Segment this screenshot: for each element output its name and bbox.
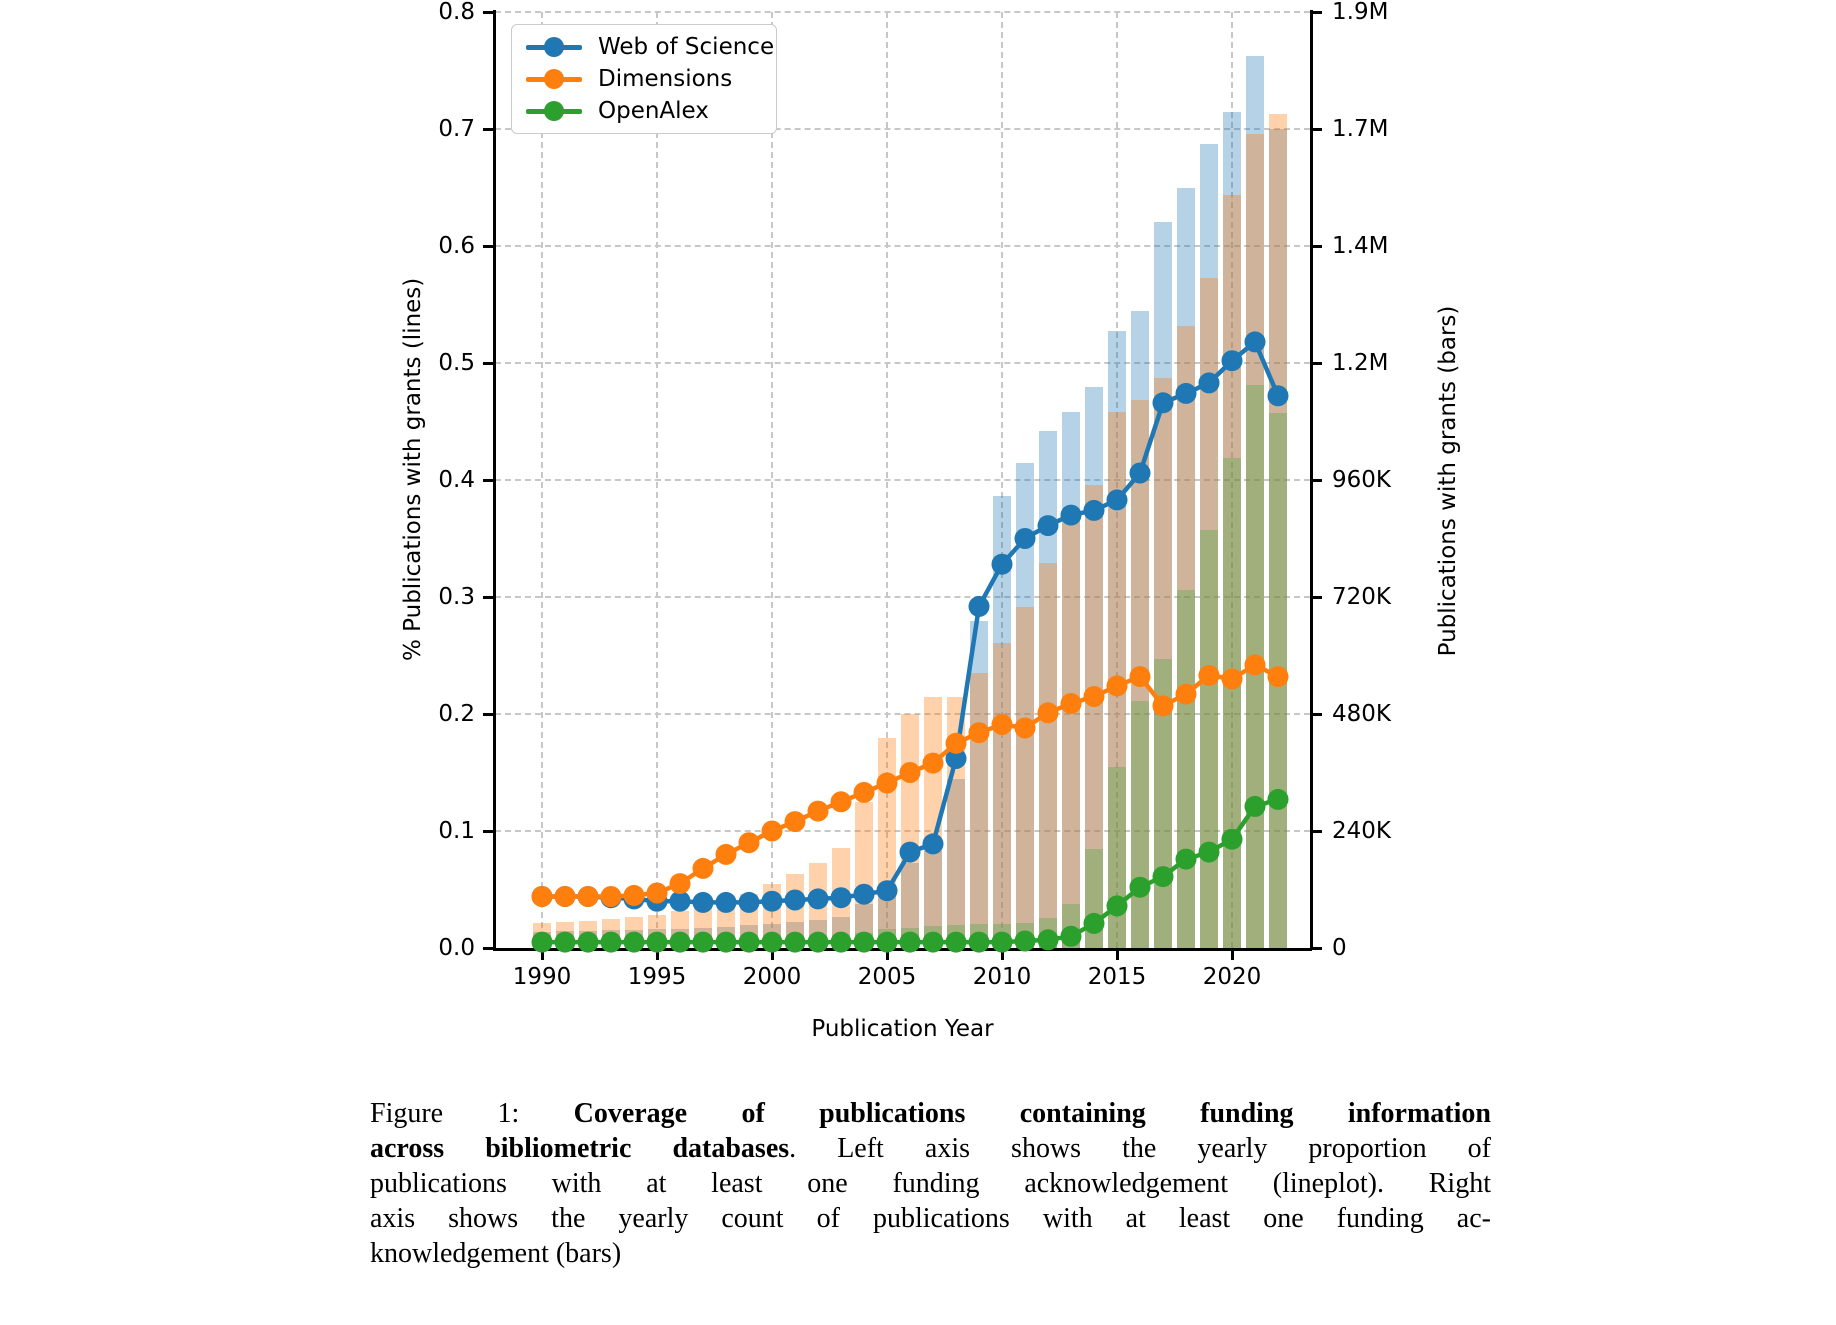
left-tick — [483, 713, 493, 716]
x-tick-label: 1995 — [627, 964, 687, 990]
line-web-of-science — [542, 342, 1278, 903]
marker-dimensions — [1107, 675, 1128, 696]
left-tick — [483, 830, 493, 833]
marker-openalex — [1222, 829, 1243, 850]
right-tick-label: 960K — [1332, 467, 1391, 493]
marker-dimensions — [1245, 654, 1266, 675]
marker-openalex — [716, 932, 737, 953]
marker-openalex — [601, 932, 622, 953]
caption-line — [370, 1236, 1491, 1271]
marker-web-of-science — [785, 890, 806, 911]
marker-web-of-science — [831, 887, 852, 908]
marker-openalex — [1061, 926, 1082, 947]
legend-label: OpenAlex — [598, 98, 709, 124]
marker-openalex — [1038, 929, 1059, 950]
legend-line-marker-icon — [526, 45, 582, 50]
caption-line — [370, 1096, 1491, 1131]
left-tick — [483, 11, 493, 14]
x-tick-label: 2010 — [972, 964, 1032, 990]
right-tick-label: 1.7M — [1332, 116, 1389, 142]
right-tick — [1312, 947, 1322, 950]
x-tick-label: 2020 — [1202, 964, 1262, 990]
marker-dimensions — [1199, 665, 1220, 686]
marker-dimensions — [1268, 666, 1289, 687]
caption-text: Figure 1: — [370, 1098, 574, 1129]
left-tick-label: 0.1 — [438, 818, 475, 844]
right-tick — [1312, 713, 1322, 716]
marker-openalex — [808, 932, 829, 953]
marker-openalex — [1245, 796, 1266, 817]
caption-line — [370, 1166, 1491, 1201]
marker-dimensions — [923, 753, 944, 774]
marker-dimensions — [854, 782, 875, 803]
marker-openalex — [693, 932, 714, 953]
marker-dimensions — [716, 844, 737, 865]
caption-text: knowledgement (bars) — [370, 1238, 622, 1269]
marker-web-of-science — [1199, 372, 1220, 393]
right-tick — [1312, 11, 1322, 14]
marker-dimensions — [1176, 684, 1197, 705]
left-tick — [483, 128, 493, 131]
marker-dimensions — [1130, 666, 1151, 687]
marker-dimensions — [1222, 668, 1243, 689]
marker-web-of-science — [854, 884, 875, 905]
marker-web-of-science — [1176, 383, 1197, 404]
x-tick-label: 2000 — [742, 964, 802, 990]
caption-text: . Left axis shows the yearly proportion of — [789, 1133, 1491, 1164]
marker-dimensions — [969, 722, 990, 743]
legend-label: Dimensions — [598, 66, 733, 92]
marker-openalex — [1268, 789, 1289, 810]
legend-item — [526, 95, 762, 127]
left-axis-label: % Publications with grants (lines) — [400, 277, 426, 661]
legend-label: Web of Science — [598, 34, 775, 60]
marker-web-of-science — [716, 892, 737, 913]
left-tick-label: 0.2 — [438, 701, 475, 727]
marker-openalex — [762, 932, 783, 953]
marker-openalex — [624, 932, 645, 953]
right-tick — [1312, 362, 1322, 365]
marker-openalex — [900, 932, 921, 953]
figure-caption — [370, 1096, 1491, 1271]
marker-dimensions — [624, 885, 645, 906]
legend-line-marker-icon — [526, 77, 582, 82]
marker-dimensions — [555, 886, 576, 907]
marker-dimensions — [647, 883, 668, 904]
legend-dot-icon — [544, 37, 564, 57]
marker-dimensions — [739, 832, 760, 853]
marker-web-of-science — [1038, 515, 1059, 536]
marker-web-of-science — [693, 892, 714, 913]
marker-dimensions — [762, 821, 783, 842]
marker-dimensions — [1061, 693, 1082, 714]
line-chart-canvas — [495, 12, 1310, 972]
marker-web-of-science — [1153, 392, 1174, 413]
marker-openalex — [532, 932, 553, 953]
left-tick-label: 0.4 — [438, 467, 475, 493]
marker-dimensions — [1084, 686, 1105, 707]
caption-line — [370, 1131, 1491, 1166]
marker-dimensions — [992, 714, 1013, 735]
left-tick-label: 0.3 — [438, 584, 475, 610]
legend-item — [526, 63, 762, 95]
marker-openalex — [923, 932, 944, 953]
caption-text: publications with at least one funding acknowledgement (lineplot). Right — [370, 1168, 1491, 1199]
marker-dimensions — [900, 762, 921, 783]
marker-openalex — [555, 932, 576, 953]
left-tick — [483, 596, 493, 599]
left-tick-label: 0.8 — [438, 0, 475, 25]
legend-dot-icon — [544, 101, 564, 121]
marker-openalex — [1084, 913, 1105, 934]
marker-web-of-science — [1107, 489, 1128, 510]
marker-web-of-science — [1061, 505, 1082, 526]
marker-web-of-science — [762, 891, 783, 912]
marker-openalex — [578, 932, 599, 953]
legend — [511, 24, 777, 134]
marker-dimensions — [1015, 718, 1036, 739]
marker-openalex — [831, 932, 852, 953]
left-tick-label: 0.0 — [438, 935, 475, 961]
right-tick-label: 1.2M — [1332, 350, 1389, 376]
caption-bold-text: across bibliometric databases — [370, 1133, 790, 1164]
marker-web-of-science — [923, 833, 944, 854]
marker-web-of-science — [1130, 463, 1151, 484]
marker-dimensions — [693, 858, 714, 879]
right-tick — [1312, 245, 1322, 248]
marker-openalex — [739, 932, 760, 953]
marker-dimensions — [532, 886, 553, 907]
marker-openalex — [1176, 849, 1197, 870]
marker-dimensions — [831, 791, 852, 812]
right-tick-label: 1.4M — [1332, 233, 1389, 259]
marker-web-of-science — [992, 554, 1013, 575]
left-tick — [483, 245, 493, 248]
left-tick — [483, 479, 493, 482]
marker-openalex — [1199, 842, 1220, 863]
right-tick — [1312, 479, 1322, 482]
marker-openalex — [785, 932, 806, 953]
left-tick-label: 0.7 — [438, 116, 475, 142]
marker-web-of-science — [739, 892, 760, 913]
marker-openalex — [854, 932, 875, 953]
x-tick-label: 2015 — [1087, 964, 1147, 990]
left-tick — [483, 947, 493, 950]
right-tick-label: 240K — [1332, 818, 1391, 844]
marker-dimensions — [601, 886, 622, 907]
marker-web-of-science — [969, 596, 990, 617]
left-tick-label: 0.5 — [438, 350, 475, 376]
marker-openalex — [946, 932, 967, 953]
marker-openalex — [1107, 895, 1128, 916]
right-tick — [1312, 830, 1322, 833]
marker-dimensions — [1153, 695, 1174, 716]
marker-web-of-science — [1084, 500, 1105, 521]
marker-web-of-science — [877, 880, 898, 901]
legend-dot-icon — [544, 69, 564, 89]
marker-web-of-science — [1015, 528, 1036, 549]
legend-item — [526, 31, 775, 63]
marker-web-of-science — [900, 842, 921, 863]
marker-openalex — [1153, 866, 1174, 887]
x-tick-label: 2005 — [857, 964, 917, 990]
marker-dimensions — [1038, 702, 1059, 723]
x-tick-label: 1990 — [512, 964, 572, 990]
right-tick-label: 480K — [1332, 701, 1391, 727]
x-axis-label: Publication Year — [811, 1016, 994, 1042]
right-axis-label: Publications with grants (bars) — [1435, 305, 1461, 657]
marker-openalex — [877, 932, 898, 953]
marker-openalex — [969, 932, 990, 953]
marker-dimensions — [670, 873, 691, 894]
right-tick-label: 0 — [1332, 935, 1347, 961]
marker-openalex — [1015, 931, 1036, 952]
marker-openalex — [647, 932, 668, 953]
left-tick — [483, 362, 493, 365]
right-tick-label: 720K — [1332, 584, 1391, 610]
marker-web-of-science — [1268, 385, 1289, 406]
marker-dimensions — [808, 801, 829, 822]
caption-bold-text: Coverage of publications containing funding information — [573, 1098, 1491, 1129]
right-tick — [1312, 128, 1322, 131]
marker-openalex — [1130, 877, 1151, 898]
marker-openalex — [670, 932, 691, 953]
marker-dimensions — [578, 886, 599, 907]
right-tick-label: 1.9M — [1332, 0, 1389, 25]
marker-web-of-science — [1245, 331, 1266, 352]
legend-line-marker-icon — [526, 109, 582, 114]
caption-text: axis shows the yearly count of publications with at least one funding ac- — [370, 1203, 1491, 1234]
right-tick — [1312, 596, 1322, 599]
marker-dimensions — [946, 733, 967, 754]
marker-dimensions — [785, 811, 806, 832]
left-tick-label: 0.6 — [438, 233, 475, 259]
marker-web-of-science — [808, 888, 829, 909]
marker-openalex — [992, 932, 1013, 953]
marker-web-of-science — [1222, 350, 1243, 371]
caption-line — [370, 1201, 1491, 1236]
marker-dimensions — [877, 773, 898, 794]
